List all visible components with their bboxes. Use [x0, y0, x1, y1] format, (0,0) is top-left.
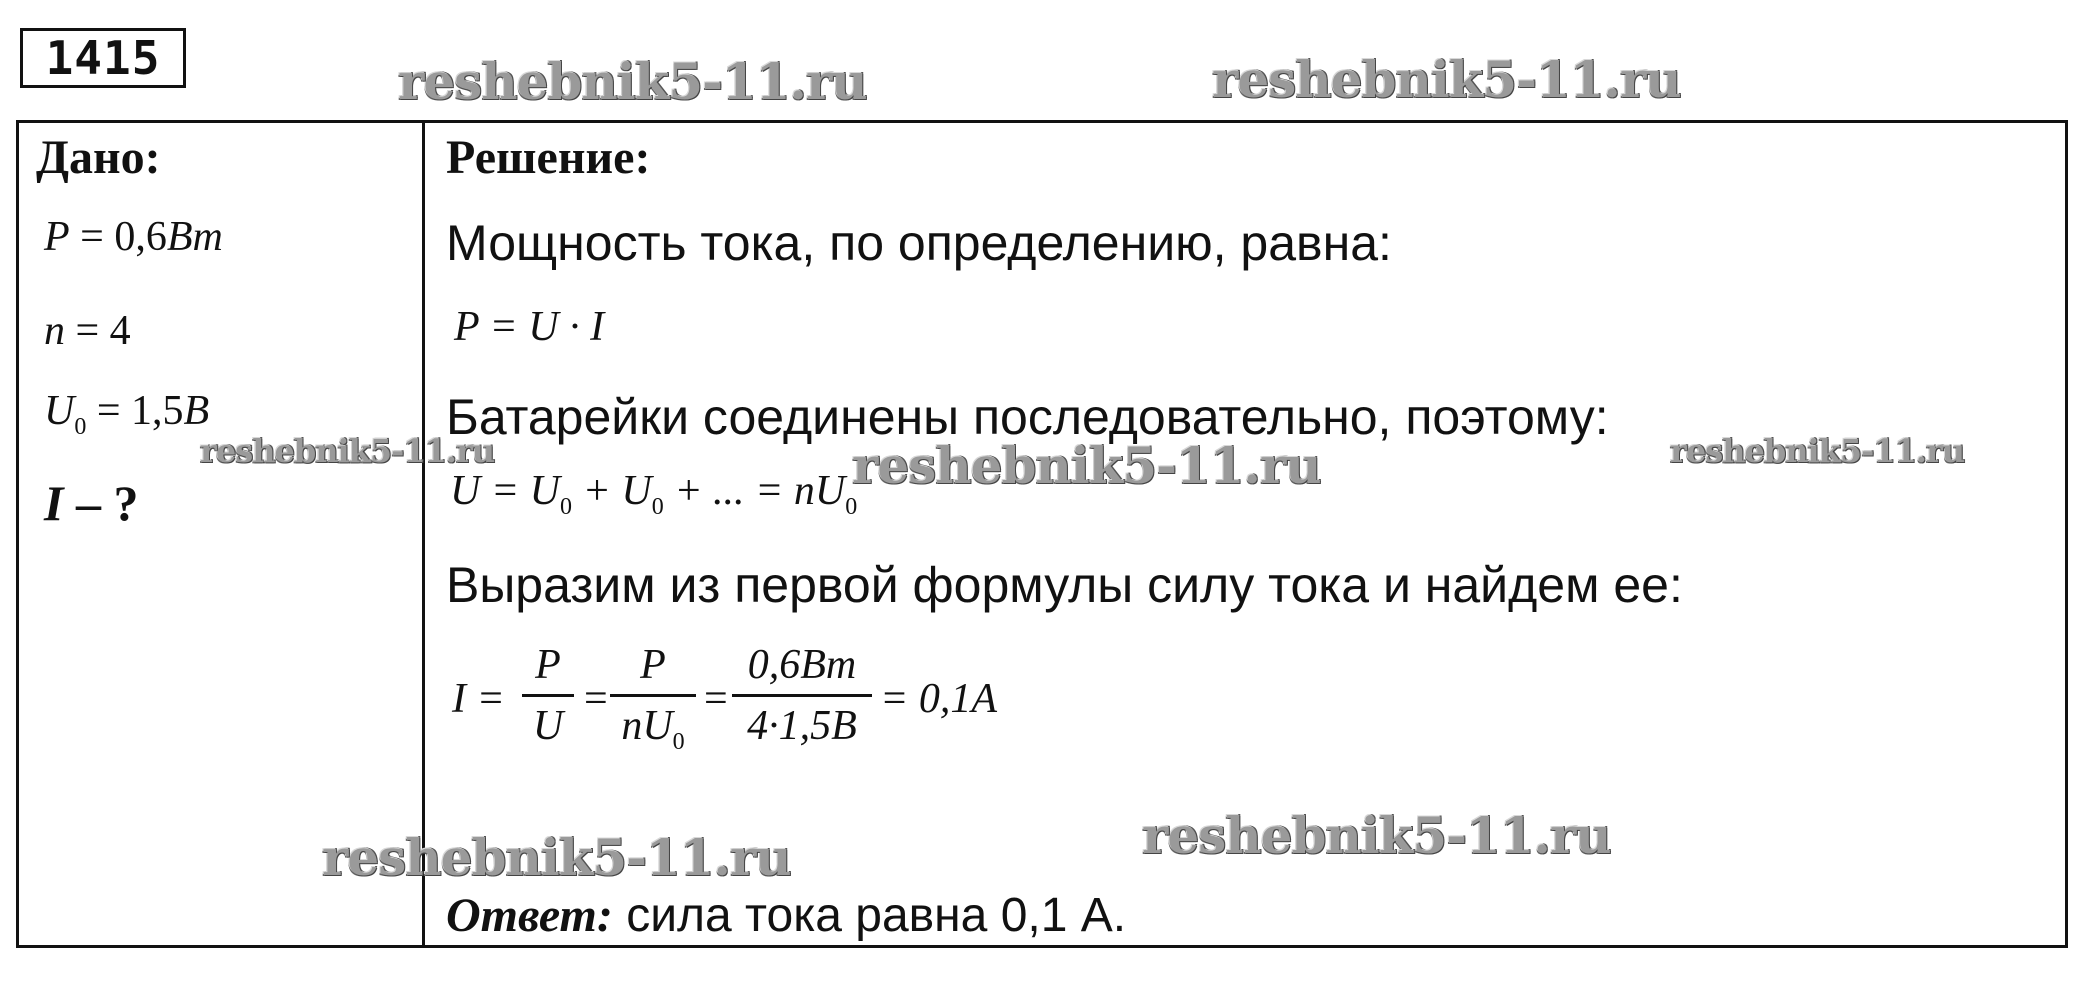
formula-current-result	[880, 678, 997, 720]
fraction-p-over-nu0	[610, 644, 696, 754]
given-unknown-var: I	[44, 475, 64, 531]
formula-series-sub-3: 0	[845, 494, 858, 520]
fraction-3-denominator: 4·1,5B	[747, 703, 857, 749]
given-voltage	[44, 390, 209, 439]
problem-number: 1415	[20, 28, 186, 88]
given-voltage-unit: B	[183, 388, 210, 434]
answer-label: Ответ:	[446, 889, 613, 942]
formula-current-result-text: = 0,1A	[880, 676, 997, 722]
fraction-3-numerator: 0,6Bm	[747, 642, 857, 688]
given-power-var: P	[44, 214, 70, 260]
formula-series-sub-1: 0	[560, 494, 573, 520]
given-count	[44, 310, 131, 352]
given-unknown-mark: – ?	[63, 475, 139, 531]
fraction-2-numerator: P	[640, 642, 666, 688]
fraction-2-den-sub: 0	[672, 729, 685, 755]
solution-text-3: Выразим из первой формулы силу тока и найдем ее:	[446, 557, 1683, 613]
answer-line	[446, 889, 1127, 942]
watermark: reshebnik5-11.ru	[1212, 50, 1681, 109]
formula-power-expr: P = U · I	[454, 304, 605, 350]
fraction-1-bar	[522, 694, 574, 697]
formula-series-rest: + ... = nU	[663, 468, 846, 514]
fraction-3-bar	[732, 694, 872, 697]
formula-series-lhs: U = U	[450, 468, 561, 514]
given-power-unit: Bm	[166, 214, 223, 260]
given-voltage-value: = 1,5	[86, 388, 184, 434]
solution-text-2: Батарейки соединены последовательно, поэтому:	[446, 389, 1609, 445]
watermark: reshebnik5-11.ru	[1670, 432, 1965, 470]
fraction-2-denominator	[610, 705, 696, 754]
fraction-2-den-text: nU	[621, 703, 673, 749]
given-voltage-var: U	[44, 388, 75, 434]
formula-series-mid: + U	[572, 468, 652, 514]
fraction-1-numerator: P	[535, 642, 561, 688]
given-power	[44, 216, 223, 258]
formula-power	[454, 306, 604, 348]
formula-current-lhs	[452, 678, 505, 720]
formula-series	[450, 470, 857, 519]
answer-value: сила тока равна 0,1 А.	[612, 889, 1127, 942]
watermark: reshebnik5-11.ru	[322, 828, 791, 887]
formula-current-eq-2: =	[704, 676, 728, 722]
fraction-p-over-u	[522, 644, 574, 747]
watermark: reshebnik5-11.ru	[200, 432, 495, 470]
watermark: reshebnik5-11.ru	[852, 436, 1321, 495]
solution-heading: Решение:	[446, 131, 651, 184]
given-unknown	[44, 475, 139, 531]
given-count-var: n	[44, 308, 65, 354]
column-divider	[422, 120, 425, 948]
fraction-2-bar	[610, 694, 696, 697]
watermark: reshebnik5-11.ru	[1142, 806, 1611, 865]
given-voltage-sub: 0	[74, 414, 87, 440]
given-power-value: = 0,6	[69, 214, 167, 260]
fraction-1-denominator: U	[532, 703, 564, 749]
solution-text-1: Мощность тока, по определению, равна:	[446, 215, 1392, 271]
given-heading: Дано:	[36, 131, 161, 184]
fraction-numeric	[732, 644, 872, 747]
formula-current-lhs-text: I =	[452, 676, 505, 722]
given-count-value: = 4	[65, 308, 131, 354]
formula-current-eq-1: =	[584, 676, 608, 722]
formula-series-sub-2: 0	[651, 494, 664, 520]
watermark: reshebnik5-11.ru	[398, 52, 867, 111]
